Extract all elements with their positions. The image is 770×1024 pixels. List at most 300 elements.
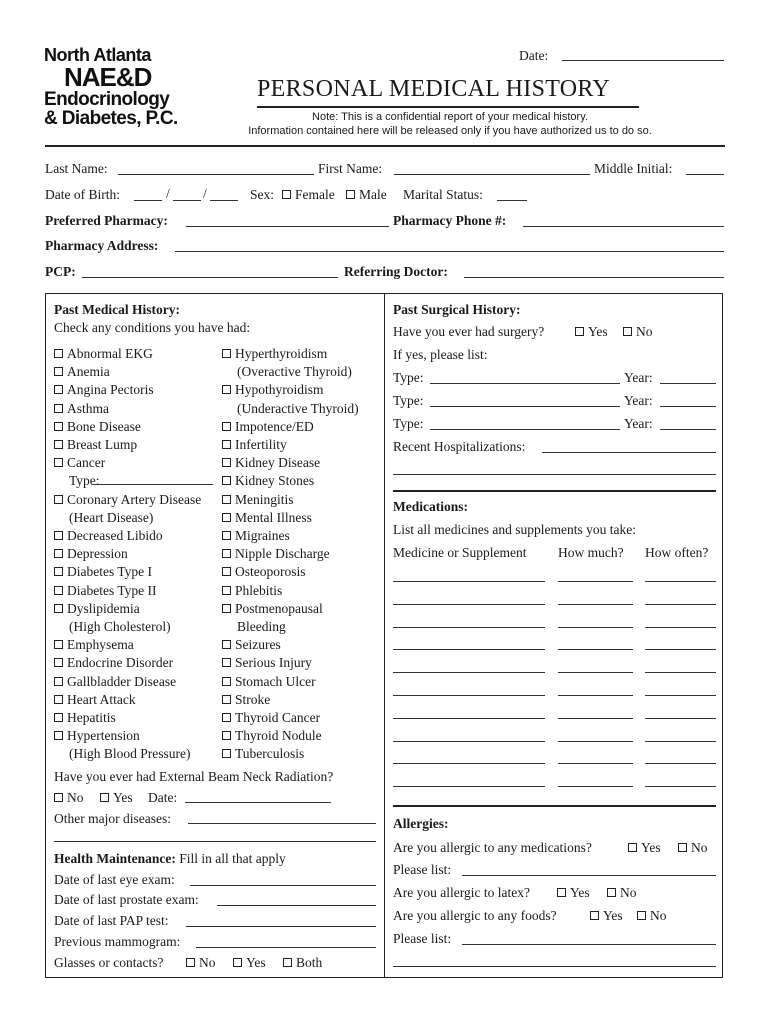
surgery-question: Have you ever had surgery? <box>393 324 545 339</box>
condition-label: Thyroid Cancer <box>235 710 321 726</box>
condition-label: Hepatitis <box>67 710 116 726</box>
left-condition-18[interactable] <box>54 673 201 691</box>
sex-female-option[interactable] <box>282 187 335 203</box>
food-no-label: No <box>650 908 667 923</box>
logo-line-2: NAE&D <box>64 62 152 92</box>
condition-label: Serious Injury <box>235 655 312 671</box>
radiation-yes-label: Yes <box>113 790 133 805</box>
date-label: Date: <box>519 48 549 63</box>
medication-row-8-field-1[interactable] <box>558 763 633 764</box>
medication-row-9-field-1[interactable] <box>558 786 633 787</box>
right-condition-21[interactable] <box>222 727 359 745</box>
medication-row-5-field-0[interactable] <box>393 695 545 696</box>
condition-label: Decreased Libido <box>67 528 163 544</box>
medication-row-5-field-1[interactable] <box>558 695 633 696</box>
surgery-type-field-1[interactable] <box>430 383 620 384</box>
glasses-yes-label: Yes <box>246 955 266 970</box>
condition-label: Kidney Disease <box>235 455 321 471</box>
confidential-note <box>215 110 685 138</box>
condition-label: (High Cholesterol) <box>69 619 171 635</box>
dob-day-field[interactable] <box>173 200 201 201</box>
condition-checkbox[interactable] <box>222 385 231 394</box>
medications-heading: Medications: <box>393 499 468 514</box>
condition-checkbox[interactable] <box>54 677 63 686</box>
hospitalizations-label: Recent Hospitalizations: <box>393 439 526 454</box>
last-name-label: Last Name: <box>45 161 108 176</box>
condition-checkbox[interactable] <box>222 531 231 540</box>
right-condition-22[interactable] <box>222 745 359 763</box>
latex-yes-checkbox[interactable] <box>557 888 566 897</box>
radiation-no-checkbox[interactable] <box>54 793 63 802</box>
other-diseases-field-2[interactable] <box>54 841 376 842</box>
right-condition-19[interactable] <box>222 691 359 709</box>
glasses-yes-option[interactable] <box>233 955 266 971</box>
allergy-food-list-field[interactable] <box>462 944 716 945</box>
surgery-year-field-1[interactable] <box>660 383 716 384</box>
condition-label: Seizures <box>235 637 281 653</box>
right-condition-3 <box>222 400 359 418</box>
other-diseases-label: Other major diseases: <box>54 811 171 826</box>
allergies-heading: Allergies: <box>393 816 449 831</box>
condition-label: Meningitis <box>235 491 294 507</box>
surgery-no-option[interactable] <box>623 324 653 340</box>
medication-row-2-field-1[interactable] <box>558 627 633 628</box>
condition-checkbox[interactable] <box>54 422 63 431</box>
condition-label: Postmenopausal <box>235 600 323 616</box>
food-yes-option[interactable] <box>590 908 623 924</box>
column-divider <box>384 293 385 978</box>
sex-label: Sex: <box>250 187 275 202</box>
right-condition-13[interactable] <box>222 582 359 600</box>
medication-row-2-field-0[interactable] <box>393 627 545 628</box>
medications-instruction: List all medicines and supplements you take: <box>393 522 636 537</box>
mammogram-field[interactable] <box>196 947 376 948</box>
condition-checkbox[interactable] <box>222 695 231 704</box>
title-underline <box>257 106 639 108</box>
condition-checkbox[interactable] <box>222 604 231 613</box>
latex-no-option[interactable] <box>607 885 637 901</box>
allergy-medications-question: Are you allergic to any medications? <box>393 840 592 855</box>
left-condition-19[interactable] <box>54 691 201 709</box>
medication-row-0-field-1[interactable] <box>558 581 633 582</box>
food-yes-checkbox[interactable] <box>590 911 599 920</box>
right-condition-11[interactable] <box>222 545 359 563</box>
right-condition-6[interactable] <box>222 454 359 472</box>
allergy-food-list-field-2[interactable] <box>393 966 716 967</box>
condition-label: Coronary Artery Disease <box>67 491 202 507</box>
allergy-med-list-field[interactable] <box>462 875 716 876</box>
dob-slash-1: / <box>166 186 170 201</box>
medication-row-3-field-2[interactable] <box>645 649 716 650</box>
condition-label: Phlebitis <box>235 582 283 598</box>
pmh-heading: Past Medical History: <box>54 302 180 317</box>
middle-initial-label: Middle Initial: <box>594 161 673 176</box>
condition-label: Tuberculosis <box>235 746 305 762</box>
condition-checkbox[interactable] <box>222 713 231 722</box>
right-condition-8[interactable] <box>222 491 359 509</box>
condition-checkbox[interactable] <box>222 731 231 740</box>
radiation-yes-option[interactable] <box>100 790 133 806</box>
condition-checkbox[interactable] <box>54 404 63 413</box>
glasses-yes-checkbox[interactable] <box>233 958 242 967</box>
female-checkbox[interactable] <box>282 190 291 199</box>
surgery-year-label-1: Year: <box>624 370 653 385</box>
female-label: Female <box>295 187 335 202</box>
medication-row-2-field-2[interactable] <box>645 627 716 628</box>
medicine-column-header: Medicine or Supplement <box>393 545 527 560</box>
marital-status-field[interactable] <box>497 200 527 201</box>
condition-checkbox[interactable] <box>54 349 63 358</box>
hospitalizations-field-1[interactable] <box>542 452 716 453</box>
condition-checkbox[interactable] <box>222 513 231 522</box>
eye-exam-field[interactable] <box>190 885 376 886</box>
glasses-no-label: No <box>199 955 216 970</box>
left-condition-3[interactable] <box>54 400 201 418</box>
glasses-no-option[interactable] <box>186 955 216 971</box>
right-condition-12[interactable] <box>222 563 359 581</box>
medication-row-9-field-2[interactable] <box>645 786 716 787</box>
radiation-no-option[interactable] <box>54 790 84 806</box>
medication-row-8-field-0[interactable] <box>393 763 545 764</box>
header-divider <box>45 145 725 147</box>
condition-label: Mental Illness <box>235 509 312 525</box>
food-no-option[interactable] <box>637 908 667 924</box>
condition-label: Hypothyroidism <box>235 382 324 398</box>
note-line-2: Information contained here will be released only if you have authorized us to do so. <box>248 125 652 137</box>
conditions-column-2 <box>222 345 359 764</box>
condition-checkbox[interactable] <box>54 658 63 667</box>
pmh-instruction: Check any conditions you have had: <box>54 320 251 335</box>
left-condition-15 <box>54 618 201 636</box>
pharmacy-phone-label: Pharmacy Phone #: <box>393 213 507 228</box>
surgery-yes-label: Yes <box>588 324 608 339</box>
glasses-no-checkbox[interactable] <box>186 958 195 967</box>
pharmacy-phone-field[interactable] <box>523 226 724 227</box>
condition-label: Thyroid Nodule <box>235 728 322 744</box>
surgery-no-label: No <box>636 324 653 339</box>
medication-row-7-field-1[interactable] <box>558 741 633 742</box>
condition-checkbox[interactable] <box>222 749 231 758</box>
how-much-column-header: How much? <box>558 545 624 560</box>
health-maintenance-heading <box>54 851 286 867</box>
medication-row-5-field-2[interactable] <box>645 695 716 696</box>
note-line-1: Note: This is a confidential report of your medical history. <box>312 111 588 123</box>
left-condition-0[interactable] <box>54 345 201 363</box>
first-name-label: First Name: <box>318 161 383 176</box>
left-condition-21[interactable] <box>54 727 201 745</box>
condition-checkbox[interactable] <box>222 458 231 467</box>
male-label: Male <box>359 187 387 202</box>
right-condition-1 <box>222 363 359 381</box>
surgery-year-field-3[interactable] <box>660 429 716 430</box>
food-no-checkbox[interactable] <box>637 911 646 920</box>
condition-label: (Heart Disease) <box>69 509 154 525</box>
condition-checkbox[interactable] <box>54 440 63 449</box>
right-condition-10[interactable] <box>222 527 359 545</box>
right-condition-2[interactable] <box>222 381 359 399</box>
medication-row-4-field-2[interactable] <box>645 672 716 673</box>
allergy-med-yes-option[interactable] <box>628 840 661 856</box>
pharmacy-address-field[interactable] <box>175 251 724 252</box>
dob-label: Date of Birth: <box>45 187 120 202</box>
marital-status-label: Marital Status: <box>403 187 483 202</box>
right-condition-20[interactable] <box>222 709 359 727</box>
right-condition-5[interactable] <box>222 436 359 454</box>
condition-checkbox[interactable] <box>222 476 231 485</box>
allergy-med-yes-checkbox[interactable] <box>628 843 637 852</box>
condition-label: Abnormal EKG <box>67 346 153 361</box>
medication-row-3-field-0[interactable] <box>393 649 545 650</box>
right-condition-16[interactable] <box>222 636 359 654</box>
glasses-question: Glasses or contacts? <box>54 955 164 970</box>
condition-label: Depression <box>67 546 128 562</box>
surgery-no-checkbox[interactable] <box>623 327 632 336</box>
prostate-exam-field[interactable] <box>217 905 376 906</box>
condition-label: Bleeding <box>237 619 286 635</box>
surgery-yes-option[interactable] <box>575 324 608 340</box>
condition-checkbox[interactable] <box>54 695 63 704</box>
condition-label: Endocrine Disorder <box>67 655 174 671</box>
sex-male-option[interactable] <box>346 187 387 203</box>
left-condition-8[interactable] <box>54 491 201 509</box>
health-heading-sub: Fill in all that apply <box>179 851 286 866</box>
medication-row-6-field-0[interactable] <box>393 718 545 719</box>
surgery-type-label-1: Type: <box>393 370 424 385</box>
male-checkbox[interactable] <box>346 190 355 199</box>
hospitalizations-field-2[interactable] <box>393 474 716 475</box>
left-condition-16[interactable] <box>54 636 201 654</box>
other-diseases-field[interactable] <box>188 823 376 824</box>
medication-row-6-field-1[interactable] <box>558 718 633 719</box>
medication-row-4-field-0[interactable] <box>393 672 545 673</box>
surgery-type-label-3: Type: <box>393 416 424 431</box>
condition-label: Hypertension <box>67 728 140 744</box>
pcp-label: PCP: <box>45 264 76 279</box>
condition-checkbox[interactable] <box>222 567 231 576</box>
left-condition-13[interactable] <box>54 582 201 600</box>
pcp-field[interactable] <box>82 277 338 278</box>
referring-doctor-field[interactable] <box>464 277 724 278</box>
left-condition-6[interactable] <box>54 454 201 472</box>
right-condition-15 <box>222 618 359 636</box>
latex-yes-option[interactable] <box>557 885 590 901</box>
medication-row-3-field-1[interactable] <box>558 649 633 650</box>
surgery-year-field-2[interactable] <box>660 406 716 407</box>
condition-checkbox[interactable] <box>222 422 231 431</box>
pharmacy-field[interactable] <box>186 226 389 227</box>
right-condition-0[interactable] <box>222 345 359 363</box>
right-condition-14[interactable] <box>222 600 359 618</box>
latex-no-label: No <box>620 885 637 900</box>
medication-row-7-field-2[interactable] <box>645 741 716 742</box>
glasses-both-checkbox[interactable] <box>283 958 292 967</box>
condition-label: Nipple Discharge <box>235 546 330 562</box>
condition-label: Type: <box>69 473 100 489</box>
first-name-field[interactable] <box>394 174 590 175</box>
condition-checkbox[interactable] <box>222 586 231 595</box>
condition-label: Bone Disease <box>67 418 141 434</box>
condition-label: Angina Pectoris <box>67 382 154 398</box>
left-condition-1[interactable] <box>54 363 201 381</box>
allergy-food-list-label: Please list: <box>393 931 452 946</box>
left-condition-22 <box>54 745 201 763</box>
condition-label: Osteoporosis <box>235 564 306 580</box>
medication-row-9-field-0[interactable] <box>393 786 545 787</box>
health-heading-bold: Health Maintenance: <box>54 851 176 866</box>
allergy-med-no-label: No <box>691 840 708 855</box>
allergy-med-no-checkbox[interactable] <box>678 843 687 852</box>
left-condition-11[interactable] <box>54 545 201 563</box>
pap-test-field[interactable] <box>186 926 376 927</box>
left-condition-14[interactable] <box>54 600 201 618</box>
right-condition-9[interactable] <box>222 509 359 527</box>
condition-checkbox[interactable] <box>54 531 63 540</box>
condition-checkbox[interactable] <box>54 586 63 595</box>
condition-label: (High Blood Pressure) <box>69 746 191 762</box>
medication-row-1-field-0[interactable] <box>393 604 545 605</box>
condition-label: (Underactive Thyroid) <box>237 400 359 416</box>
medication-row-1-field-2[interactable] <box>645 604 716 605</box>
dob-month-field[interactable] <box>134 200 162 201</box>
condition-checkbox[interactable] <box>222 640 231 649</box>
condition-checkbox[interactable] <box>222 658 231 667</box>
eye-exam-label: Date of last eye exam: <box>54 872 175 887</box>
left-condition-10[interactable] <box>54 527 201 545</box>
condition-label: Anemia <box>67 364 110 380</box>
mammogram-label: Previous mammogram: <box>54 934 181 949</box>
surgery-year-label-2: Year: <box>624 393 653 408</box>
condition-label: Impotence/ED <box>235 418 314 434</box>
left-condition-4[interactable] <box>54 418 201 436</box>
medication-row-8-field-2[interactable] <box>645 763 716 764</box>
condition-checkbox[interactable] <box>222 440 231 449</box>
food-question: Are you allergic to any foods? <box>393 908 557 923</box>
allergy-med-list-label: Please list: <box>393 862 452 877</box>
right-condition-7[interactable] <box>222 472 359 490</box>
condition-label: Cancer <box>67 455 106 471</box>
medication-row-6-field-2[interactable] <box>645 718 716 719</box>
condition-label: Migraines <box>235 528 290 544</box>
latex-yes-label: Yes <box>570 885 590 900</box>
condition-checkbox[interactable] <box>54 640 63 649</box>
pap-test-label: Date of last PAP test: <box>54 913 169 928</box>
left-condition-9 <box>54 509 201 527</box>
radiation-date-label: Date: <box>148 790 178 805</box>
condition-checkbox[interactable] <box>54 549 63 558</box>
left-condition-2[interactable] <box>54 381 201 399</box>
dob-year-field[interactable] <box>210 200 238 201</box>
pharmacy-address-label: Pharmacy Address: <box>45 238 159 253</box>
left-condition-5[interactable] <box>54 436 201 454</box>
pharmacy-label: Preferred Pharmacy: <box>45 213 168 228</box>
condition-checkbox[interactable] <box>54 604 63 613</box>
condition-checkbox[interactable] <box>222 349 231 358</box>
how-often-column-header: How often? <box>645 545 709 560</box>
left-condition-20[interactable] <box>54 709 201 727</box>
left-condition-17[interactable] <box>54 654 201 672</box>
condition-checkbox[interactable] <box>54 713 63 722</box>
left-condition-12[interactable] <box>54 563 201 581</box>
medication-row-1-field-1[interactable] <box>558 604 633 605</box>
left-condition-7 <box>54 472 201 490</box>
medication-row-7-field-0[interactable] <box>393 741 545 742</box>
condition-checkbox[interactable] <box>54 385 63 394</box>
radiation-no-label: No <box>67 790 84 805</box>
prostate-exam-label: Date of last prostate exam: <box>54 892 199 907</box>
food-yes-label: Yes <box>603 908 623 923</box>
condition-checkbox[interactable] <box>54 495 63 504</box>
middle-initial-field[interactable] <box>686 174 724 175</box>
medication-row-4-field-1[interactable] <box>558 672 633 673</box>
latex-question: Are you allergic to latex? <box>393 885 530 900</box>
condition-checkbox[interactable] <box>54 367 63 376</box>
surgery-yes-checkbox[interactable] <box>575 327 584 336</box>
condition-checkbox[interactable] <box>54 567 63 576</box>
medication-row-0-field-0[interactable] <box>393 581 545 582</box>
surgery-type-label-2: Type: <box>393 393 424 408</box>
latex-no-checkbox[interactable] <box>607 888 616 897</box>
cancer-type-field[interactable] <box>93 484 213 485</box>
condition-label: Diabetes Type II <box>67 582 157 598</box>
radiation-question: Have you ever had External Beam Neck Radiation? <box>54 769 334 784</box>
condition-label: Gallbladder Disease <box>67 673 177 689</box>
condition-label: Heart Attack <box>67 691 136 707</box>
condition-checkbox[interactable] <box>222 495 231 504</box>
right-condition-18[interactable] <box>222 673 359 691</box>
surgery-year-label-3: Year: <box>624 416 653 431</box>
medications-divider <box>393 805 716 807</box>
right-condition-4[interactable] <box>222 418 359 436</box>
surgery-list-label: If yes, please list: <box>393 347 488 362</box>
condition-label: Asthma <box>67 400 109 416</box>
condition-checkbox[interactable] <box>54 458 63 467</box>
condition-label: Stomach Ulcer <box>235 673 316 689</box>
logo-line-4: & Diabetes, P.C. <box>44 108 178 129</box>
surgery-type-field-2[interactable] <box>430 406 620 407</box>
condition-checkbox[interactable] <box>54 731 63 740</box>
glasses-both-option[interactable] <box>283 955 322 971</box>
right-condition-17[interactable] <box>222 654 359 672</box>
logo-line-3: Endocrinology <box>44 89 170 110</box>
surgical-divider <box>393 490 716 492</box>
surgical-heading: Past Surgical History: <box>393 302 521 317</box>
conditions-column-1 <box>54 345 201 764</box>
medication-row-0-field-2[interactable] <box>645 581 716 582</box>
condition-label: Diabetes Type I <box>67 564 153 580</box>
form-title: PERSONAL MEDICAL HISTORY <box>257 76 611 102</box>
date-field[interactable] <box>562 60 724 61</box>
condition-label: Emphysema <box>67 637 134 653</box>
condition-label: (Overactive Thyroid) <box>237 364 352 380</box>
condition-checkbox[interactable] <box>222 677 231 686</box>
surgery-type-field-3[interactable] <box>430 429 620 430</box>
condition-label: Hyperthyroidism <box>235 346 328 361</box>
radiation-yes-checkbox[interactable] <box>100 793 109 802</box>
allergy-med-no-option[interactable] <box>678 840 708 856</box>
condition-checkbox[interactable] <box>222 549 231 558</box>
practice-logo <box>44 46 178 128</box>
dob-slash-2: / <box>203 186 207 201</box>
condition-label: Breast Lump <box>67 437 138 453</box>
condition-label: Stroke <box>235 691 271 707</box>
radiation-date-field[interactable] <box>185 802 331 803</box>
glasses-both-label: Both <box>296 955 323 970</box>
allergy-med-yes-label: Yes <box>641 840 661 855</box>
logo-line-1: North Atlanta <box>44 45 151 65</box>
referring-doctor-label: Referring Doctor: <box>344 264 448 279</box>
last-name-field[interactable] <box>118 174 314 175</box>
condition-label: Infertility <box>235 437 287 453</box>
